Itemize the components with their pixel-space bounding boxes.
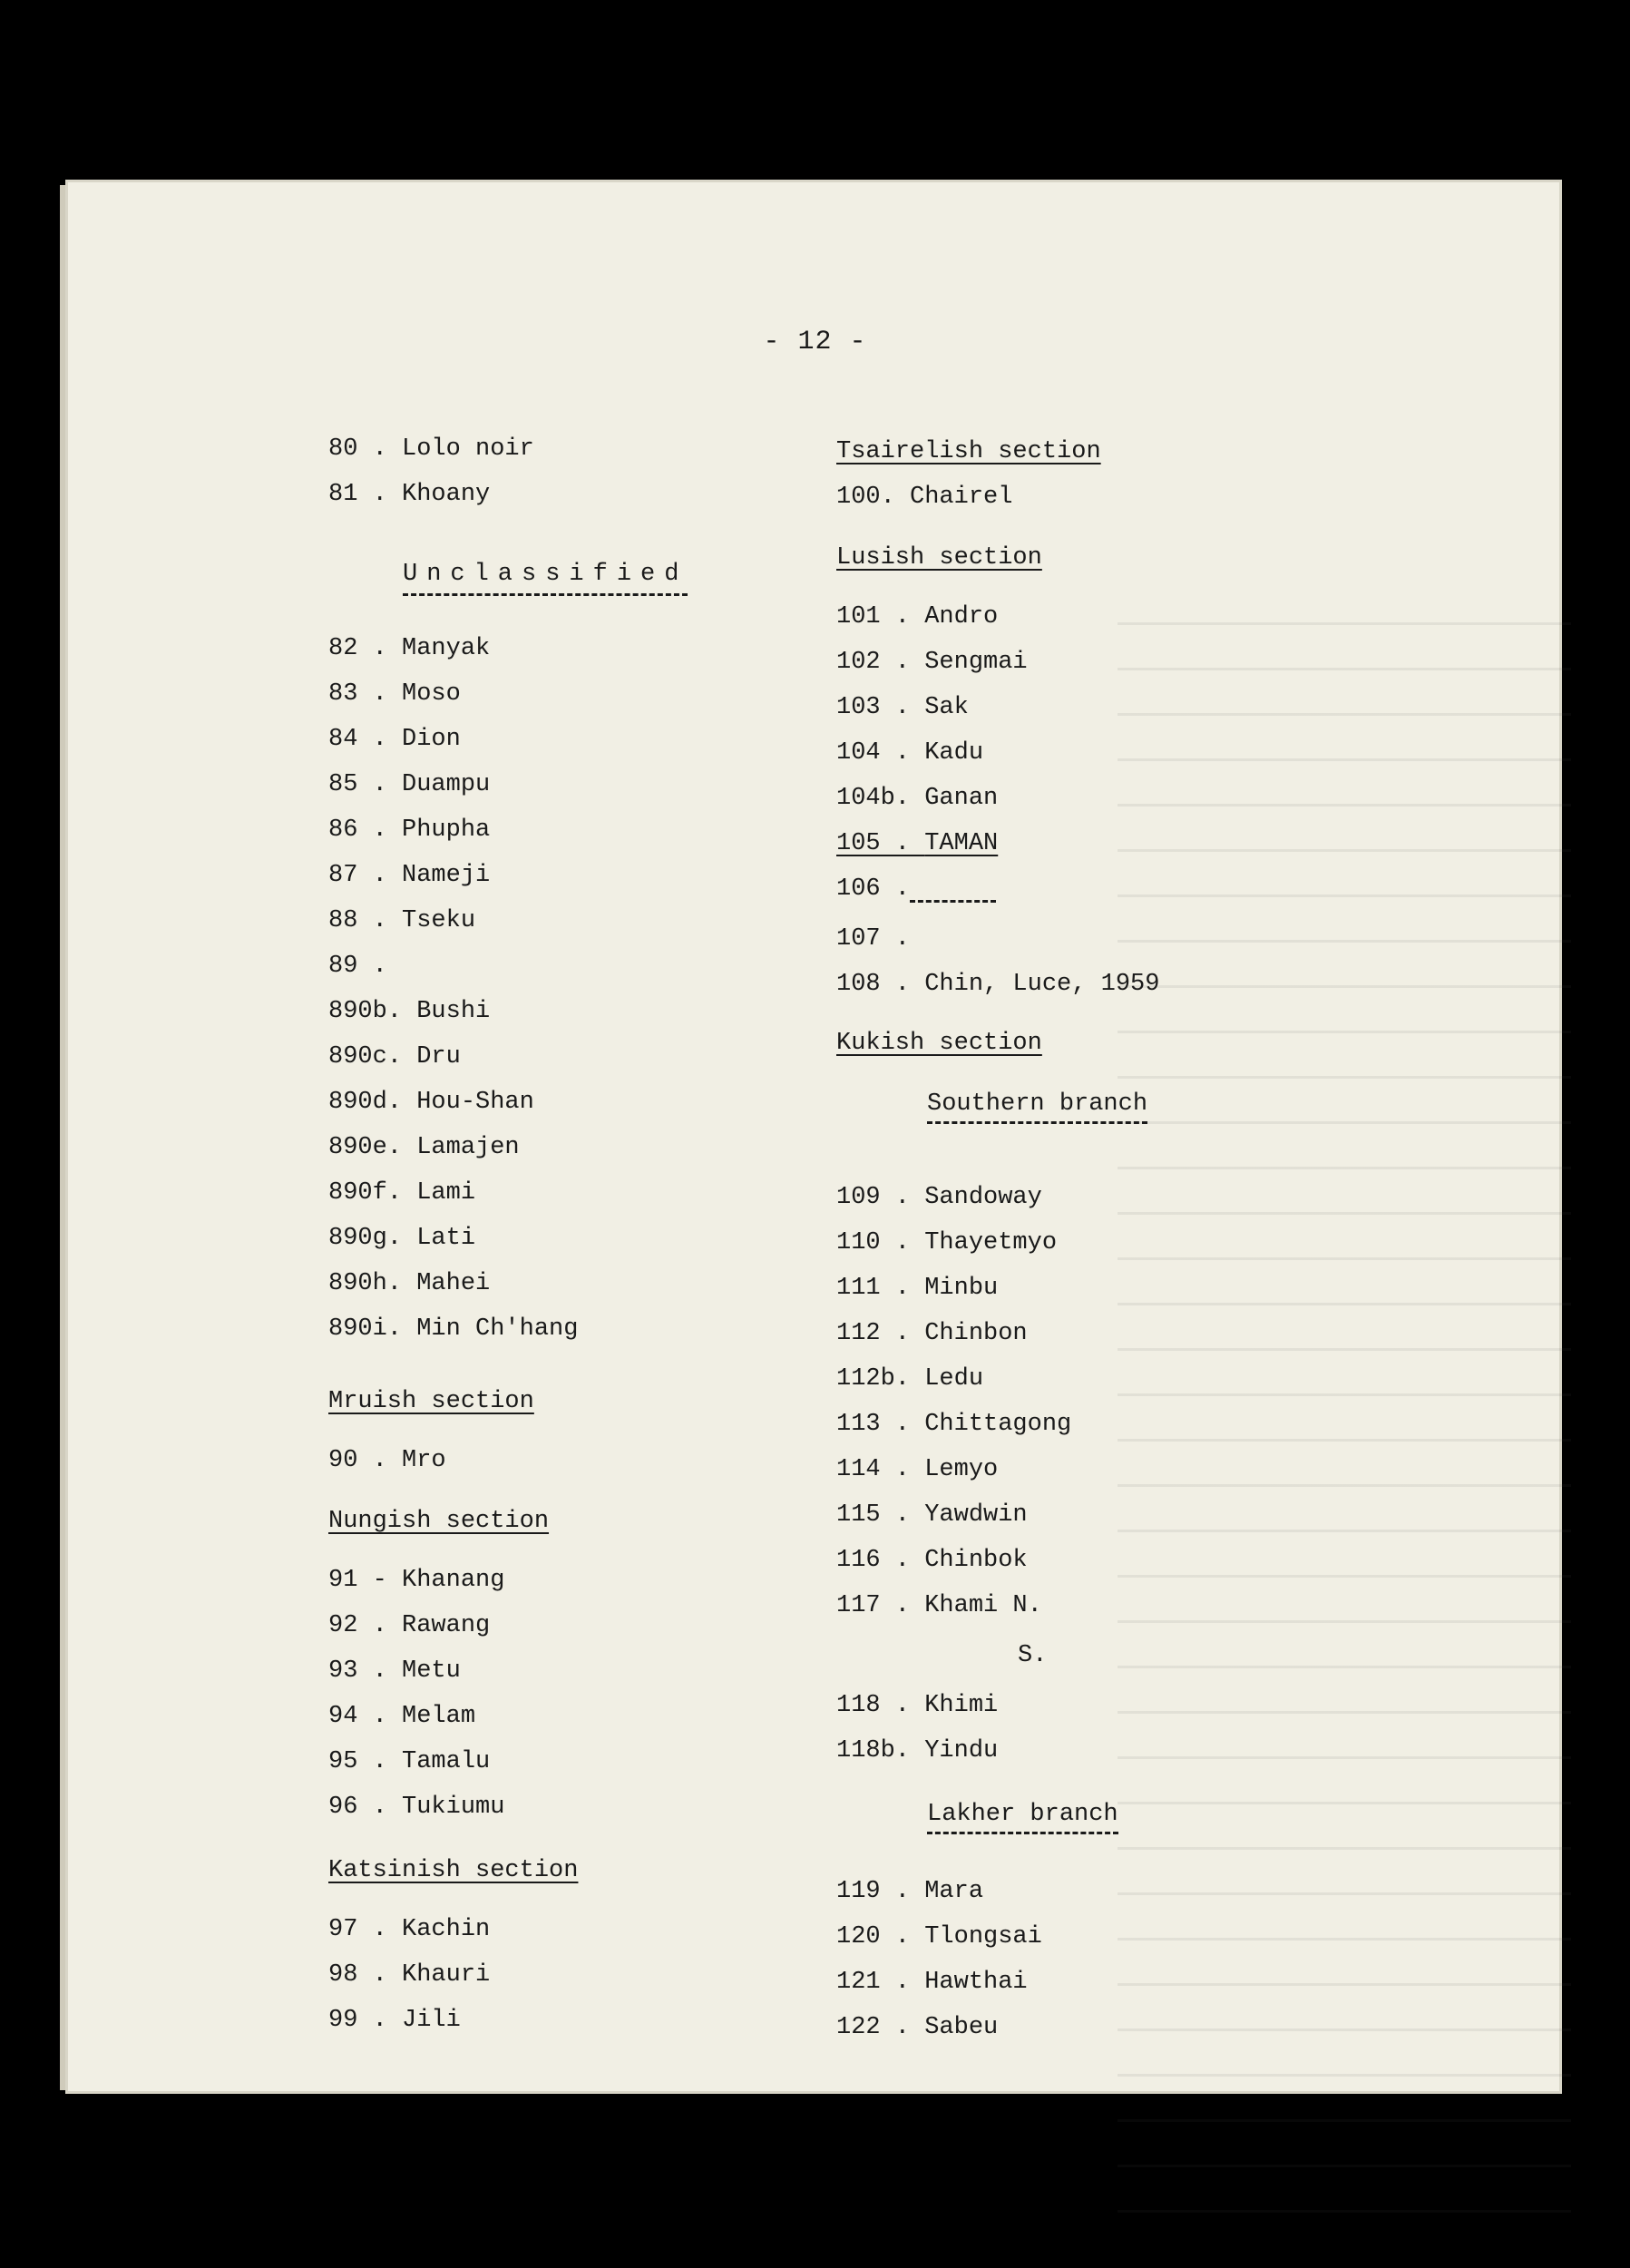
list-item: 102 . Sengmai: [836, 649, 1028, 676]
list-item: 890e. Lamajen: [328, 1134, 520, 1161]
list-item: 113 . Chittagong: [836, 1411, 1072, 1438]
taman-name: TAMAN: [924, 830, 999, 857]
list-item-106: [836, 875, 996, 903]
taman-prefix: 105 .: [836, 830, 925, 857]
kukish-heading: Kukish section: [836, 1030, 1042, 1057]
list-item: 104 . Kadu: [836, 739, 984, 767]
lakher-branch-heading: Lakher branch: [927, 1801, 1118, 1834]
list-item: 86 . Phupha: [328, 816, 491, 844]
row-106-label: 106 .: [836, 875, 911, 903]
list-item: 92 . Rawang: [328, 1612, 491, 1639]
list-item: 81 . Khoany: [328, 481, 491, 508]
list-item-taman: [836, 830, 998, 857]
list-item: 93 . Metu: [328, 1657, 461, 1685]
list-item: 99 . Jili: [328, 2007, 461, 2034]
list-item: 107 .: [836, 925, 911, 953]
blank-dashes: [910, 876, 996, 903]
katsinish-heading: Katsinish section: [328, 1857, 579, 1884]
list-item: 103 . Sak: [836, 694, 969, 721]
list-item: 85 . Duampu: [328, 771, 491, 798]
list-item: 121 . Hawthai: [836, 1969, 1028, 1996]
list-item: 890h. Mahei: [328, 1270, 491, 1297]
document-page: [65, 180, 1562, 2094]
list-item: 110 . Thayetmyo: [836, 1229, 1058, 1256]
list-item: 115 . Yawdwin: [836, 1501, 1028, 1529]
list-item: 111 . Minbu: [836, 1275, 999, 1302]
list-item: 114 . Lemyo: [836, 1456, 999, 1483]
list-item: 890b. Bushi: [328, 998, 491, 1025]
list-item: 117 . Khami N.: [836, 1592, 1042, 1619]
list-item: 88 . Tseku: [328, 907, 476, 934]
list-item: 890f. Lami: [328, 1179, 476, 1207]
unclassified-heading: Unclassified: [403, 561, 688, 596]
list-item: 112b. Ledu: [836, 1365, 984, 1393]
list-item: 87 . Nameji: [328, 862, 491, 889]
nungish-heading: Nungish section: [328, 1508, 550, 1535]
southern-branch-heading: Southern branch: [927, 1090, 1147, 1124]
list-item: 83 . Moso: [328, 680, 461, 708]
lusish-heading: Lusish section: [836, 544, 1042, 572]
list-item: 116 . Chinbok: [836, 1547, 1028, 1574]
list-item: 122 . Sabeu: [836, 2014, 999, 2041]
bleed-through-text: [1118, 588, 1571, 2221]
list-item: 84 . Dion: [328, 726, 461, 753]
list-item: 109 . Sandoway: [836, 1184, 1042, 1211]
list-item: 97 . Kachin: [328, 1916, 491, 1943]
list-item: 104b. Ganan: [836, 785, 999, 812]
list-item: 890c. Dru: [328, 1043, 461, 1070]
list-item: 119 . Mara: [836, 1878, 984, 1905]
list-item: 120 . Tlongsai: [836, 1923, 1042, 1950]
tsairelish-heading: Tsairelish section: [836, 438, 1101, 465]
list-item: 90 . Mro: [328, 1447, 446, 1474]
list-item: 94 . Melam: [328, 1703, 476, 1730]
list-item: 96 . Tukiumu: [328, 1794, 505, 1821]
list-item: 118 . Khimi: [836, 1692, 999, 1719]
mruish-heading: Mruish section: [328, 1388, 534, 1415]
list-item: 101 . Andro: [836, 603, 999, 631]
list-item: 118b. Yindu: [836, 1737, 999, 1765]
list-item: 890d. Hou-Shan: [328, 1089, 534, 1116]
list-item: 82 . Manyak: [328, 635, 491, 662]
list-item: 98 . Khauri: [328, 1961, 491, 1989]
list-item: 80 . Lolo noir: [328, 435, 534, 463]
list-item: 95 . Tamalu: [328, 1748, 491, 1775]
list-item: 100. Chairel: [836, 484, 1013, 511]
khami-s-variant: S.: [1018, 1642, 1048, 1669]
list-item: 91 - Khanang: [328, 1567, 505, 1594]
list-item: 890g. Lati: [328, 1225, 476, 1252]
list-item: 89 .: [328, 953, 387, 980]
page-number: - 12 -: [763, 327, 867, 357]
list-item: 112 . Chinbon: [836, 1320, 1028, 1347]
list-item: 108 . Chin, Luce, 1959: [836, 971, 1160, 998]
list-item: 890i. Min Ch'hang: [328, 1315, 579, 1343]
